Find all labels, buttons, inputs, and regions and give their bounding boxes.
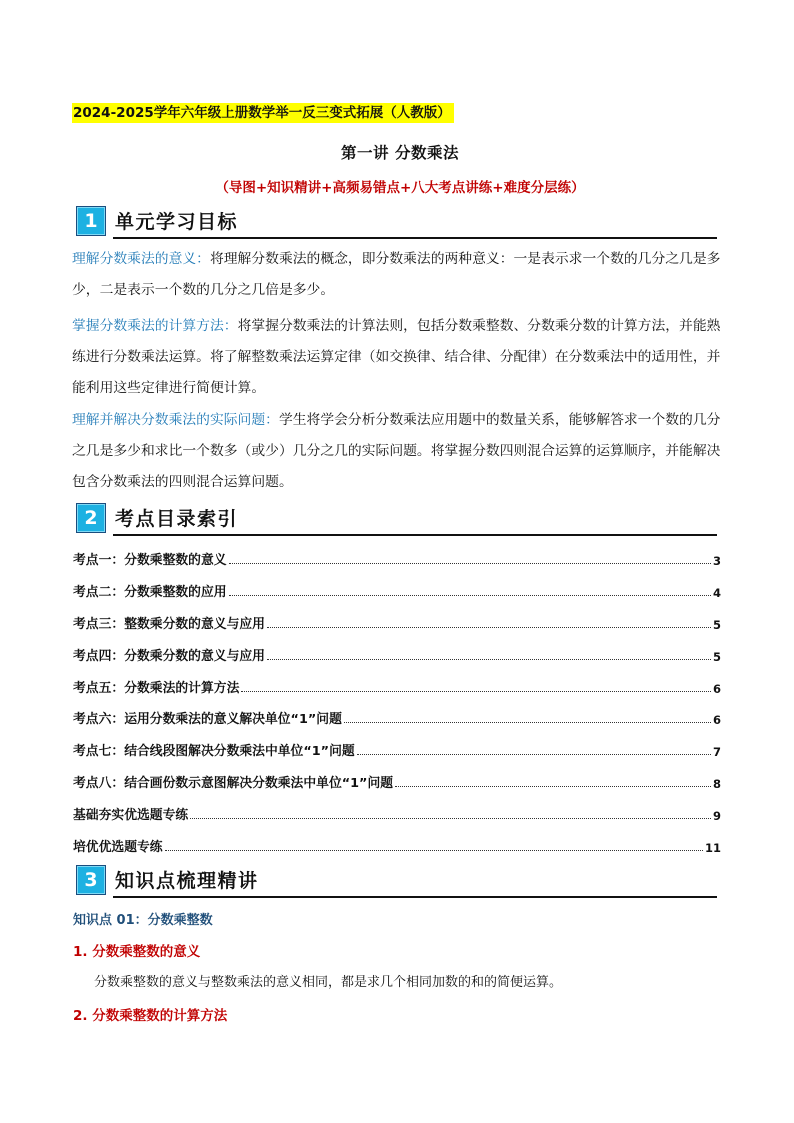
section-title: 知识点梳理精讲 (115, 870, 259, 892)
section-underline (113, 896, 717, 898)
toc-entry-label: 考点七：结合线段图解决分数乘法中单位“1”问题 (73, 744, 355, 759)
toc-page-number: 5 (712, 618, 721, 632)
lecture-subtitle-text: （导图+知识精讲+高频易错点+八大考点讲练+难度分层练） (215, 180, 585, 196)
toc-entry-label: 考点三：整数乘分数的意义与应用 (73, 617, 265, 632)
toc-entry-label: 培优优选题专练 (73, 840, 163, 855)
toc-entry[interactable] (73, 676, 721, 696)
section-title: 单元学习目标 (115, 211, 239, 233)
lecture-title (0, 141, 794, 163)
section-3-header (75, 865, 717, 899)
objective-text: 将理解分数乘法的概念，即分数乘法的两种意义：一是表示求一个数的几分之几是多少，二是表示一个数的几分之几倍是多少。 (72, 251, 721, 298)
objective-term: 理解分数乘法的意义： (72, 251, 210, 267)
toc-leader (357, 754, 711, 755)
toc-entry[interactable] (73, 739, 721, 759)
series-title: 2024-2025学年六年级上册数学举一反三变式拓展（人教版） (72, 103, 454, 123)
toc-page-number: 5 (712, 650, 721, 664)
section-number-badge: 1 (76, 206, 106, 236)
toc-entry[interactable] (73, 580, 721, 600)
toc-leader (267, 659, 711, 660)
toc-entry[interactable] (73, 548, 721, 568)
toc-leader (229, 595, 711, 596)
toc-page-number: 6 (712, 682, 721, 696)
toc-page-number: 6 (712, 713, 721, 727)
toc-entry-label: 基础夯实优选题专练 (73, 808, 189, 823)
toc-leader (190, 818, 711, 819)
toc-leader (267, 627, 711, 628)
toc-entry-label: 考点四：分数乘分数的意义与应用 (73, 649, 265, 664)
toc-entry-label: 考点一：分数乘整数的意义 (73, 553, 227, 568)
objective-paragraph (72, 405, 734, 498)
subsection-heading: 2. 分数乘整数的计算方法 (73, 1008, 228, 1024)
subsection-heading: 1. 分数乘整数的意义 (73, 944, 201, 960)
toc-entry[interactable] (73, 644, 721, 664)
toc-entry[interactable] (73, 835, 721, 855)
section-1-header (75, 206, 717, 240)
objective-term: 掌握分数乘法的计算方法： (72, 318, 238, 334)
toc-entry-label: 考点八：结合画份数示意图解决分数乘法中单位“1”问题 (73, 776, 394, 791)
toc-entry-label: 考点二：分数乘整数的应用 (73, 585, 227, 600)
lecture-subtitle (0, 176, 794, 196)
toc-page-number: 9 (712, 809, 721, 823)
toc-leader (229, 563, 711, 564)
toc-entry-label: 考点六：运用分数乘法的意义解决单位“1”问题 (73, 712, 342, 727)
toc-entry[interactable] (73, 803, 721, 823)
section-number-badge: 3 (76, 865, 106, 895)
toc-leader (395, 786, 711, 787)
toc-leader (241, 691, 711, 692)
objective-text: 将掌握分数乘法的计算法则，包括分数乘整数、分数乘分数的计算方法，并能熟练进行分数乘法运算。将了解整数乘法运算定律（如交换律、结合律、分配律）在分数乘法中的适用性，并能利用这些定律进行简便计算。 (72, 318, 721, 396)
toc-entry-label: 考点五：分数乘法的计算方法 (73, 681, 240, 696)
objective-text: 学生将学会分析分数乘法应用题中的数量关系，能够解答求一个数的几分之几是多少和求比一个数多（或少）几分之几的实际问题。将掌握分数四则混合运算的运算顺序，并能解决包含分数乘法的四则混合运算问题。 (72, 412, 721, 490)
subsection-body: 分数乘整数的意义与整数乘法的意义相同，都是求几个相同加数的和的简便运算。 (94, 975, 563, 990)
objective-paragraph (72, 244, 734, 306)
toc-page-number: 7 (712, 745, 721, 759)
section-number-badge: 2 (76, 503, 106, 533)
section-2-header (75, 503, 717, 537)
toc-page-number: 4 (712, 586, 721, 600)
section-underline (113, 534, 717, 536)
toc-leader (165, 850, 703, 851)
toc-entry[interactable] (73, 612, 721, 632)
toc-leader (344, 722, 711, 723)
knowledge-point-heading: 知识点 01：分数乘整数 (73, 913, 213, 928)
objective-paragraph (72, 311, 734, 404)
lecture-title-text: 第一讲 分数乘法 (341, 144, 459, 162)
toc-page-number: 11 (704, 841, 721, 855)
toc-entry[interactable] (73, 771, 721, 791)
section-title: 考点目录索引 (115, 508, 239, 530)
toc-page-number: 3 (712, 554, 721, 568)
objective-term: 理解并解决分数乘法的实际问题： (72, 412, 279, 428)
section-underline (113, 237, 717, 239)
toc-page-number: 8 (712, 777, 721, 791)
toc-entry[interactable] (73, 707, 721, 727)
